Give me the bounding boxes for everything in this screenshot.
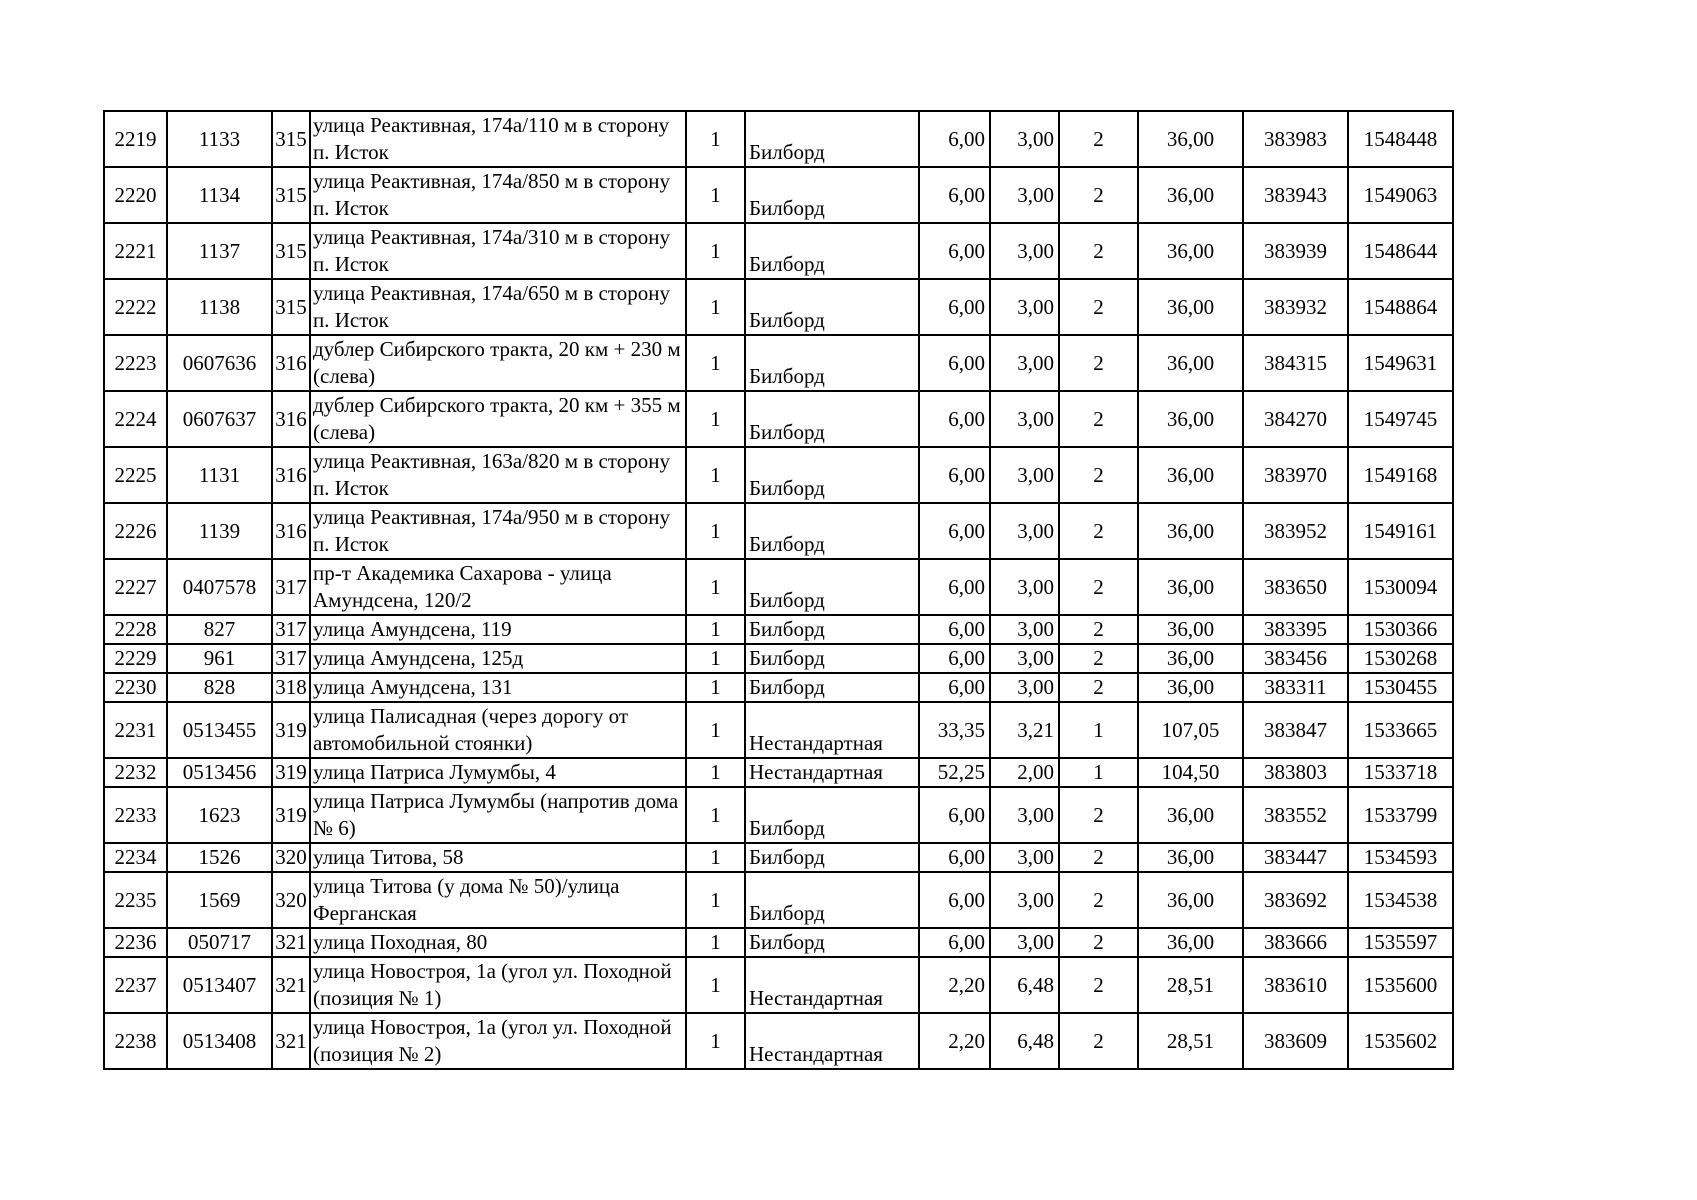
sector-number: 317 <box>272 559 310 615</box>
table-row <box>104 673 1453 702</box>
coord-x: 383970 <box>1243 447 1348 503</box>
address: улица Реактивная, 174а/650 м в сторону п. Исток <box>310 279 686 335</box>
width: 33,35 <box>919 702 990 758</box>
sides: 2 <box>1059 335 1138 391</box>
table-row <box>104 447 1453 503</box>
area: 36,00 <box>1138 615 1243 644</box>
width: 6,00 <box>919 843 990 872</box>
height: 3,00 <box>990 615 1059 644</box>
width: 6,00 <box>919 928 990 957</box>
coord-x: 383552 <box>1243 787 1348 843</box>
structure-type: Билборд <box>745 787 919 843</box>
row-number: 2232 <box>104 758 167 787</box>
structure-type: Билборд <box>745 279 919 335</box>
coord-x: 383666 <box>1243 928 1348 957</box>
structure-code: 1623 <box>167 787 272 843</box>
structure-code: 828 <box>167 673 272 702</box>
area: 36,00 <box>1138 787 1243 843</box>
coord-y: 1530268 <box>1348 644 1453 673</box>
coord-x: 383932 <box>1243 279 1348 335</box>
coord-y: 1549161 <box>1348 503 1453 559</box>
coord-y: 1549631 <box>1348 335 1453 391</box>
structure-type: Билборд <box>745 503 919 559</box>
width: 6,00 <box>919 167 990 223</box>
area: 36,00 <box>1138 673 1243 702</box>
sides: 2 <box>1059 1013 1138 1069</box>
width: 6,00 <box>919 279 990 335</box>
area: 36,00 <box>1138 447 1243 503</box>
sides: 2 <box>1059 843 1138 872</box>
structure-type: Нестандартная <box>745 758 919 787</box>
structure-code: 0407578 <box>167 559 272 615</box>
table-row <box>104 644 1453 673</box>
area: 36,00 <box>1138 644 1243 673</box>
sector-number: 319 <box>272 702 310 758</box>
coord-x: 383943 <box>1243 167 1348 223</box>
sector-number: 316 <box>272 503 310 559</box>
sides: 2 <box>1059 111 1138 167</box>
address: пр-т Академика Сахарова - улица Амундсена, 120/2 <box>310 559 686 615</box>
quantity: 1 <box>686 758 745 787</box>
coord-y: 1548448 <box>1348 111 1453 167</box>
sector-number: 319 <box>272 758 310 787</box>
row-number: 2224 <box>104 391 167 447</box>
structure-type: Нестандартная <box>745 957 919 1013</box>
quantity: 1 <box>686 559 745 615</box>
height: 3,00 <box>990 447 1059 503</box>
sides: 2 <box>1059 167 1138 223</box>
row-number: 2236 <box>104 928 167 957</box>
area: 36,00 <box>1138 279 1243 335</box>
sector-number: 319 <box>272 787 310 843</box>
sides: 2 <box>1059 447 1138 503</box>
height: 6,48 <box>990 957 1059 1013</box>
sides: 2 <box>1059 559 1138 615</box>
coord-x: 383650 <box>1243 559 1348 615</box>
structure-type: Билборд <box>745 843 919 872</box>
sides: 2 <box>1059 673 1138 702</box>
coord-x: 383692 <box>1243 872 1348 928</box>
structure-code: 050717 <box>167 928 272 957</box>
quantity: 1 <box>686 223 745 279</box>
height: 3,00 <box>990 111 1059 167</box>
quantity: 1 <box>686 279 745 335</box>
coord-y: 1533665 <box>1348 702 1453 758</box>
structure-code: 1138 <box>167 279 272 335</box>
sector-number: 316 <box>272 335 310 391</box>
structure-code: 1569 <box>167 872 272 928</box>
row-number: 2230 <box>104 673 167 702</box>
sector-number: 316 <box>272 391 310 447</box>
quantity: 1 <box>686 787 745 843</box>
coord-y: 1533799 <box>1348 787 1453 843</box>
address: улица Новостроя, 1а (угол ул. Походной (позиция № 2) <box>310 1013 686 1069</box>
structure-type: Нестандартная <box>745 1013 919 1069</box>
height: 3,00 <box>990 843 1059 872</box>
structure-type: Билборд <box>745 391 919 447</box>
table-row <box>104 223 1453 279</box>
quantity: 1 <box>686 167 745 223</box>
row-number: 2227 <box>104 559 167 615</box>
quantity: 1 <box>686 843 745 872</box>
row-number: 2231 <box>104 702 167 758</box>
row-number: 2235 <box>104 872 167 928</box>
sides: 2 <box>1059 223 1138 279</box>
structure-code: 827 <box>167 615 272 644</box>
structure-code: 1133 <box>167 111 272 167</box>
coord-x: 383952 <box>1243 503 1348 559</box>
sector-number: 317 <box>272 644 310 673</box>
sector-number: 315 <box>272 111 310 167</box>
address: дублер Сибирского тракта, 20 км + 355 м (слева) <box>310 391 686 447</box>
address: улица Титова (у дома № 50)/улица Ферганская <box>310 872 686 928</box>
height: 3,00 <box>990 872 1059 928</box>
coord-y: 1549168 <box>1348 447 1453 503</box>
structure-code: 961 <box>167 644 272 673</box>
coord-y: 1535600 <box>1348 957 1453 1013</box>
height: 3,00 <box>990 503 1059 559</box>
width: 2,20 <box>919 957 990 1013</box>
structure-type: Билборд <box>745 167 919 223</box>
coord-y: 1535597 <box>1348 928 1453 957</box>
structure-code: 1134 <box>167 167 272 223</box>
structure-type: Билборд <box>745 559 919 615</box>
coord-y: 1533718 <box>1348 758 1453 787</box>
table-row <box>104 559 1453 615</box>
row-number: 2225 <box>104 447 167 503</box>
row-number: 2220 <box>104 167 167 223</box>
height: 6,48 <box>990 1013 1059 1069</box>
sector-number: 320 <box>272 843 310 872</box>
table-row <box>104 335 1453 391</box>
height: 3,00 <box>990 928 1059 957</box>
area: 28,51 <box>1138 957 1243 1013</box>
coord-x: 383610 <box>1243 957 1348 1013</box>
sector-number: 321 <box>272 957 310 1013</box>
table-row <box>104 503 1453 559</box>
structure-code: 0513407 <box>167 957 272 1013</box>
width: 6,00 <box>919 673 990 702</box>
address: улица Реактивная, 174а/950 м в сторону п. Исток <box>310 503 686 559</box>
address: улица Амундсена, 131 <box>310 673 686 702</box>
coord-x: 383447 <box>1243 843 1348 872</box>
quantity: 1 <box>686 391 745 447</box>
quantity: 1 <box>686 644 745 673</box>
coord-x: 384270 <box>1243 391 1348 447</box>
area: 36,00 <box>1138 335 1243 391</box>
address: улица Реактивная, 163а/820 м в сторону п. Исток <box>310 447 686 503</box>
coord-x: 383847 <box>1243 702 1348 758</box>
quantity: 1 <box>686 872 745 928</box>
height: 3,21 <box>990 702 1059 758</box>
coord-y: 1530366 <box>1348 615 1453 644</box>
width: 6,00 <box>919 391 990 447</box>
sector-number: 317 <box>272 615 310 644</box>
structure-type: Билборд <box>745 644 919 673</box>
area: 36,00 <box>1138 928 1243 957</box>
row-number: 2229 <box>104 644 167 673</box>
sides: 2 <box>1059 787 1138 843</box>
coord-x: 383803 <box>1243 758 1348 787</box>
structure-code: 0607637 <box>167 391 272 447</box>
structure-code: 1526 <box>167 843 272 872</box>
row-number: 2219 <box>104 111 167 167</box>
quantity: 1 <box>686 335 745 391</box>
sector-number: 321 <box>272 1013 310 1069</box>
row-number: 2223 <box>104 335 167 391</box>
table-row <box>104 758 1453 787</box>
row-number: 2234 <box>104 843 167 872</box>
table-row <box>104 843 1453 872</box>
row-number: 2221 <box>104 223 167 279</box>
table-row <box>104 787 1453 843</box>
coord-y: 1548644 <box>1348 223 1453 279</box>
sides: 1 <box>1059 758 1138 787</box>
structure-code: 1139 <box>167 503 272 559</box>
coord-x: 383939 <box>1243 223 1348 279</box>
height: 3,00 <box>990 279 1059 335</box>
table-row <box>104 111 1453 167</box>
sector-number: 321 <box>272 928 310 957</box>
coord-x: 384315 <box>1243 335 1348 391</box>
area: 36,00 <box>1138 872 1243 928</box>
area: 36,00 <box>1138 503 1243 559</box>
table-body <box>104 111 1453 1069</box>
coord-y: 1548864 <box>1348 279 1453 335</box>
sides: 2 <box>1059 928 1138 957</box>
structure-code: 0513456 <box>167 758 272 787</box>
quantity: 1 <box>686 111 745 167</box>
row-number: 2226 <box>104 503 167 559</box>
coord-x: 383456 <box>1243 644 1348 673</box>
quantity: 1 <box>686 673 745 702</box>
width: 6,00 <box>919 447 990 503</box>
structure-type: Билборд <box>745 335 919 391</box>
address: улица Новостроя, 1а (угол ул. Походной (позиция № 1) <box>310 957 686 1013</box>
table-row <box>104 702 1453 758</box>
structure-type: Билборд <box>745 673 919 702</box>
sides: 2 <box>1059 391 1138 447</box>
area: 36,00 <box>1138 223 1243 279</box>
address: улица Патриса Лумумбы (напротив дома № 6) <box>310 787 686 843</box>
area: 36,00 <box>1138 559 1243 615</box>
coord-x: 383983 <box>1243 111 1348 167</box>
coord-x: 383609 <box>1243 1013 1348 1069</box>
address: улица Реактивная, 174а/110 м в сторону п. Исток <box>310 111 686 167</box>
sides: 2 <box>1059 615 1138 644</box>
coord-x: 383311 <box>1243 673 1348 702</box>
address: дублер Сибирского тракта, 20 км + 230 м (слева) <box>310 335 686 391</box>
structure-code: 1137 <box>167 223 272 279</box>
sector-number: 315 <box>272 279 310 335</box>
address: улица Реактивная, 174а/310 м в сторону п. Исток <box>310 223 686 279</box>
sector-number: 315 <box>272 223 310 279</box>
row-number: 2237 <box>104 957 167 1013</box>
structure-type: Билборд <box>745 111 919 167</box>
area: 28,51 <box>1138 1013 1243 1069</box>
address: улица Амундсена, 125д <box>310 644 686 673</box>
address: улица Походная, 80 <box>310 928 686 957</box>
sector-number: 318 <box>272 673 310 702</box>
table-row <box>104 928 1453 957</box>
quantity: 1 <box>686 503 745 559</box>
coord-y: 1535602 <box>1348 1013 1453 1069</box>
address: улица Реактивная, 174а/850 м в сторону п. Исток <box>310 167 686 223</box>
coord-y: 1534593 <box>1348 843 1453 872</box>
structure-type: Билборд <box>745 872 919 928</box>
address: улица Палисадная (через дорогу от автомобильной стоянки) <box>310 702 686 758</box>
table-row <box>104 957 1453 1013</box>
coord-y: 1530455 <box>1348 673 1453 702</box>
width: 6,00 <box>919 559 990 615</box>
height: 2,00 <box>990 758 1059 787</box>
width: 6,00 <box>919 223 990 279</box>
table-row <box>104 615 1453 644</box>
structure-type: Билборд <box>745 447 919 503</box>
height: 3,00 <box>990 644 1059 673</box>
width: 6,00 <box>919 503 990 559</box>
structure-type: Билборд <box>745 223 919 279</box>
coord-y: 1534538 <box>1348 872 1453 928</box>
quantity: 1 <box>686 1013 745 1069</box>
width: 6,00 <box>919 111 990 167</box>
coord-y: 1549745 <box>1348 391 1453 447</box>
structure-code: 0607636 <box>167 335 272 391</box>
quantity: 1 <box>686 615 745 644</box>
height: 3,00 <box>990 223 1059 279</box>
height: 3,00 <box>990 673 1059 702</box>
quantity: 1 <box>686 928 745 957</box>
registry-table <box>103 110 1454 1070</box>
row-number: 2238 <box>104 1013 167 1069</box>
quantity: 1 <box>686 447 745 503</box>
row-number: 2228 <box>104 615 167 644</box>
width: 6,00 <box>919 615 990 644</box>
structure-code: 0513408 <box>167 1013 272 1069</box>
area: 36,00 <box>1138 843 1243 872</box>
row-number: 2233 <box>104 787 167 843</box>
structure-code: 0513455 <box>167 702 272 758</box>
table-row <box>104 1013 1453 1069</box>
sides: 1 <box>1059 702 1138 758</box>
coord-y: 1549063 <box>1348 167 1453 223</box>
width: 6,00 <box>919 872 990 928</box>
height: 3,00 <box>990 391 1059 447</box>
width: 6,00 <box>919 787 990 843</box>
sides: 2 <box>1059 872 1138 928</box>
width: 2,20 <box>919 1013 990 1069</box>
structure-type: Билборд <box>745 928 919 957</box>
area: 104,50 <box>1138 758 1243 787</box>
table-row <box>104 167 1453 223</box>
area: 107,05 <box>1138 702 1243 758</box>
row-number: 2222 <box>104 279 167 335</box>
sides: 2 <box>1059 503 1138 559</box>
table-row <box>104 391 1453 447</box>
area: 36,00 <box>1138 111 1243 167</box>
coord-y: 1530094 <box>1348 559 1453 615</box>
height: 3,00 <box>990 167 1059 223</box>
sector-number: 320 <box>272 872 310 928</box>
structure-type: Билборд <box>745 615 919 644</box>
height: 3,00 <box>990 787 1059 843</box>
area: 36,00 <box>1138 391 1243 447</box>
sector-number: 316 <box>272 447 310 503</box>
address: улица Амундсена, 119 <box>310 615 686 644</box>
structure-code: 1131 <box>167 447 272 503</box>
address: улица Патриса Лумумбы, 4 <box>310 758 686 787</box>
quantity: 1 <box>686 702 745 758</box>
table-row <box>104 872 1453 928</box>
area: 36,00 <box>1138 167 1243 223</box>
sides: 2 <box>1059 957 1138 1013</box>
address: улица Титова, 58 <box>310 843 686 872</box>
sector-number: 315 <box>272 167 310 223</box>
width: 52,25 <box>919 758 990 787</box>
coord-x: 383395 <box>1243 615 1348 644</box>
height: 3,00 <box>990 559 1059 615</box>
height: 3,00 <box>990 335 1059 391</box>
structure-type: Нестандартная <box>745 702 919 758</box>
table-row <box>104 279 1453 335</box>
sides: 2 <box>1059 279 1138 335</box>
quantity: 1 <box>686 957 745 1013</box>
width: 6,00 <box>919 644 990 673</box>
sides: 2 <box>1059 644 1138 673</box>
width: 6,00 <box>919 335 990 391</box>
